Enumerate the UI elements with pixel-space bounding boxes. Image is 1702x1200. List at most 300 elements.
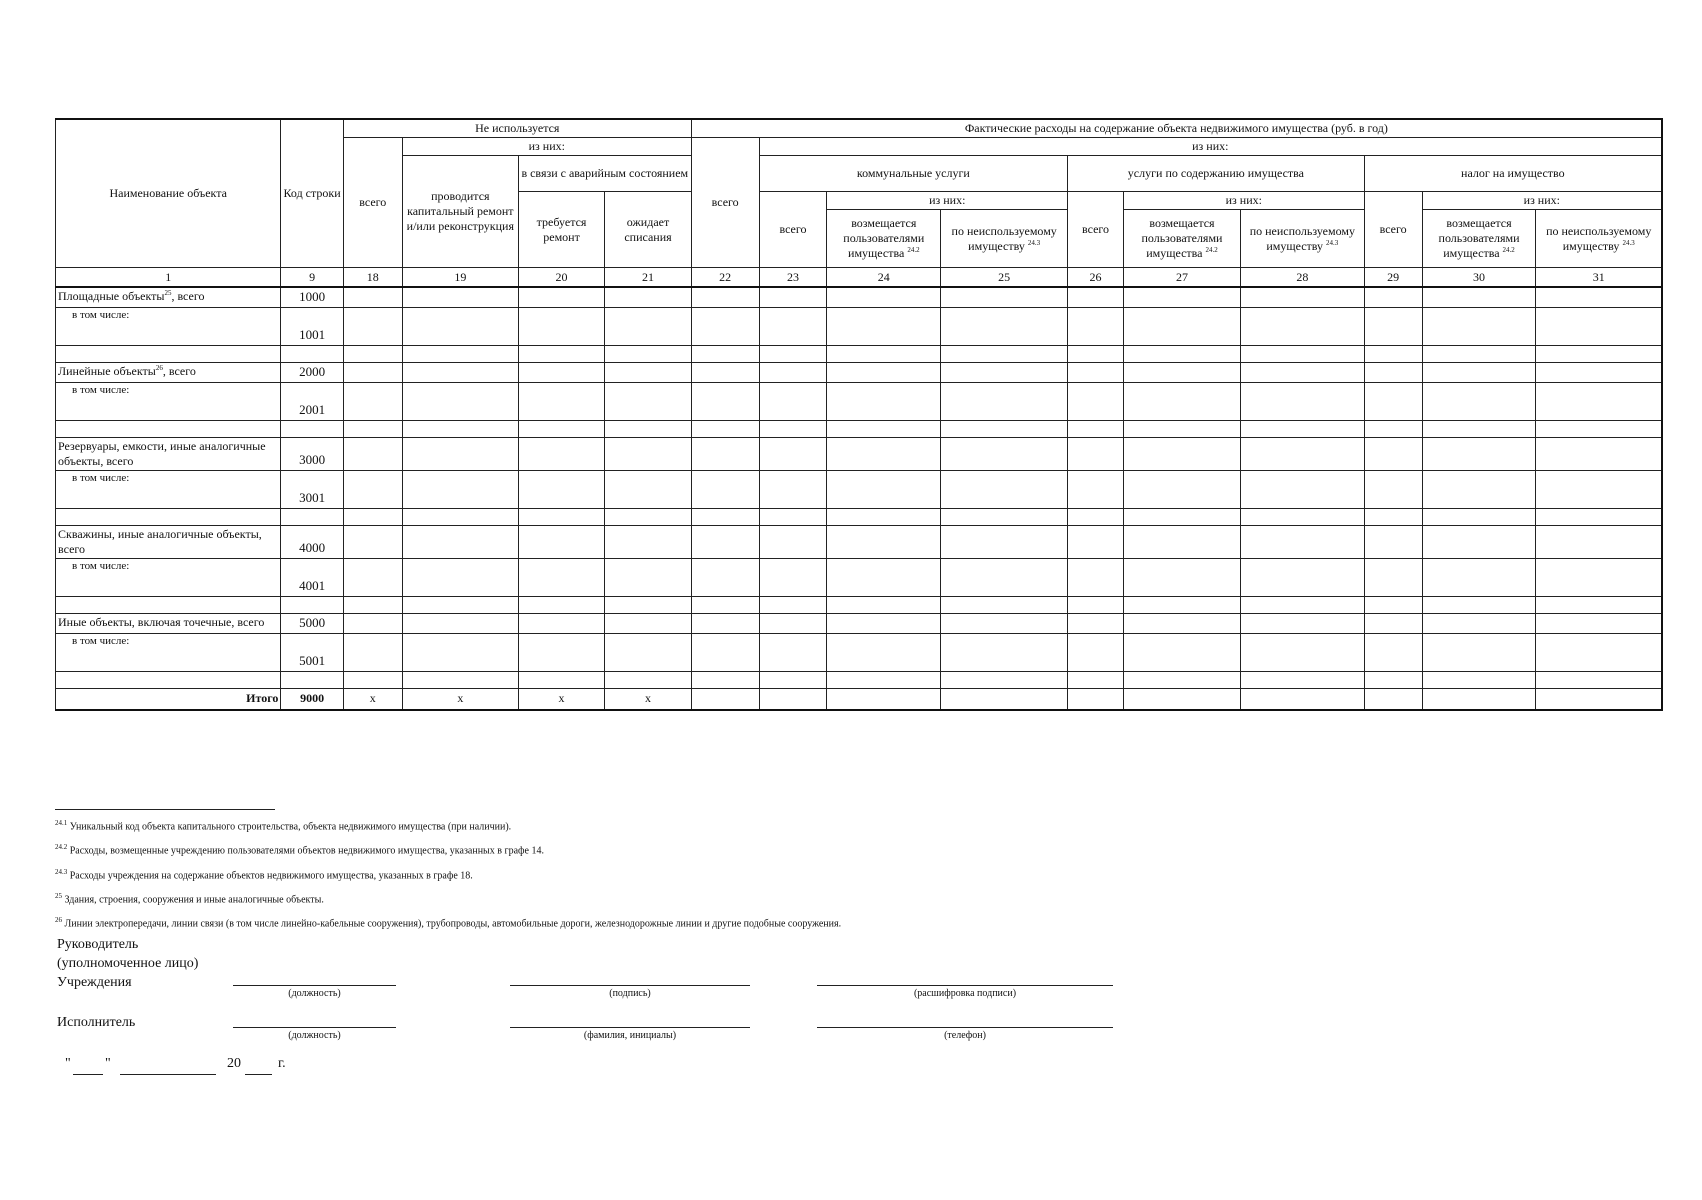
empty-cell[interactable] xyxy=(1068,508,1124,525)
total-cell[interactable] xyxy=(1364,688,1422,710)
data-cell[interactable] xyxy=(1068,613,1124,633)
data-cell[interactable] xyxy=(1536,558,1662,596)
data-cell[interactable] xyxy=(1241,470,1365,508)
data-cell[interactable] xyxy=(941,558,1068,596)
empty-cell[interactable] xyxy=(759,508,827,525)
data-cell[interactable] xyxy=(518,470,604,508)
header-maintenance-unused: по неиспользуемому имуществу $^{24.3}$ xyxy=(1241,210,1365,268)
empty-cell[interactable] xyxy=(691,596,759,613)
data-cell[interactable] xyxy=(1364,307,1422,345)
data-cell[interactable] xyxy=(1422,437,1536,470)
row-name-suffix: , всего xyxy=(171,289,205,303)
data-cell[interactable] xyxy=(691,525,759,558)
data-cell[interactable] xyxy=(827,362,941,382)
data-cell[interactable] xyxy=(343,437,402,470)
row-subcode: 4001 xyxy=(281,558,343,596)
date-year-suffix: г. xyxy=(278,1056,286,1071)
data-cell[interactable] xyxy=(343,613,402,633)
empty-cell[interactable] xyxy=(827,671,941,688)
empty-cell[interactable] xyxy=(691,508,759,525)
data-cell[interactable] xyxy=(827,470,941,508)
data-cell[interactable] xyxy=(343,633,402,671)
data-cell[interactable] xyxy=(402,287,518,307)
data-cell[interactable] xyxy=(1123,633,1240,671)
data-cell[interactable] xyxy=(518,362,604,382)
data-cell[interactable] xyxy=(691,382,759,420)
column-number: 28 xyxy=(1241,268,1365,288)
row-sublabel: в том числе: xyxy=(56,470,281,508)
row-code: 1000 xyxy=(281,287,343,307)
data-cell[interactable] xyxy=(1536,362,1662,382)
data-cell[interactable] xyxy=(518,287,604,307)
data-cell[interactable] xyxy=(605,558,691,596)
data-cell[interactable] xyxy=(1536,382,1662,420)
empty-cell[interactable] xyxy=(941,596,1068,613)
data-cell[interactable] xyxy=(518,382,604,420)
table-row xyxy=(56,437,1663,470)
data-cell[interactable] xyxy=(1422,470,1536,508)
data-cell[interactable] xyxy=(1364,613,1422,633)
data-cell[interactable] xyxy=(402,382,518,420)
data-cell[interactable] xyxy=(605,613,691,633)
empty-cell[interactable] xyxy=(1422,671,1536,688)
footnote-number: 24.2 xyxy=(55,843,68,852)
footnote-text: Уникальный код объекта капитального строительства, объекта недвижимого имущества (при наличии). xyxy=(69,821,512,833)
data-cell[interactable] xyxy=(827,437,941,470)
empty-cell xyxy=(281,345,343,362)
data-cell[interactable] xyxy=(1422,525,1536,558)
empty-cell[interactable] xyxy=(1123,596,1240,613)
empty-cell[interactable] xyxy=(402,596,518,613)
data-cell[interactable] xyxy=(605,382,691,420)
empty-cell[interactable] xyxy=(1364,420,1422,437)
total-cell[interactable] xyxy=(1422,688,1536,710)
data-cell[interactable] xyxy=(1123,362,1240,382)
data-cell[interactable] xyxy=(343,287,402,307)
empty-cell xyxy=(56,508,281,525)
header-tax-of-them: из них: xyxy=(1422,192,1662,210)
date-year-prefix: 20 xyxy=(227,1056,241,1071)
data-cell[interactable] xyxy=(518,558,604,596)
data-cell[interactable] xyxy=(1123,613,1240,633)
data-cell[interactable] xyxy=(1241,558,1365,596)
empty-cell[interactable] xyxy=(1123,420,1240,437)
header-tax-total: всего xyxy=(1364,192,1422,268)
total-cell[interactable] xyxy=(691,688,759,710)
data-cell[interactable] xyxy=(1241,307,1365,345)
data-cell[interactable] xyxy=(1241,362,1365,382)
empty-cell[interactable] xyxy=(402,671,518,688)
total-cell[interactable] xyxy=(827,688,941,710)
date-month-field[interactable] xyxy=(120,1074,216,1075)
footnote-rule xyxy=(55,809,275,810)
data-cell[interactable] xyxy=(1068,362,1124,382)
head-signature-line[interactable] xyxy=(510,985,750,986)
data-cell[interactable] xyxy=(1536,633,1662,671)
empty-cell[interactable] xyxy=(691,420,759,437)
row-sublabel: в том числе: xyxy=(56,633,281,671)
data-cell[interactable] xyxy=(827,525,941,558)
empty-cell[interactable] xyxy=(941,671,1068,688)
data-cell[interactable] xyxy=(691,307,759,345)
empty-cell[interactable] xyxy=(402,508,518,525)
data-cell[interactable] xyxy=(1422,633,1536,671)
data-cell[interactable] xyxy=(1123,525,1240,558)
row-name xyxy=(56,437,281,470)
empty-cell[interactable] xyxy=(1536,420,1662,437)
data-cell[interactable] xyxy=(605,362,691,382)
column-number: 9 xyxy=(281,268,343,288)
empty-cell[interactable] xyxy=(605,420,691,437)
data-cell[interactable] xyxy=(1068,470,1124,508)
empty-cell[interactable] xyxy=(827,508,941,525)
data-cell[interactable] xyxy=(759,470,827,508)
data-cell[interactable] xyxy=(691,470,759,508)
data-cell[interactable] xyxy=(402,470,518,508)
empty-cell[interactable] xyxy=(1123,671,1240,688)
data-cell[interactable] xyxy=(759,437,827,470)
executor-name-line[interactable] xyxy=(510,1027,750,1028)
data-cell[interactable] xyxy=(518,613,604,633)
header-needs-repair: требуется ремонт xyxy=(518,192,604,268)
head-signature-label xyxy=(57,935,198,992)
empty-cell[interactable] xyxy=(1068,345,1124,362)
data-cell[interactable] xyxy=(759,362,827,382)
row-sublabel: в том числе: xyxy=(56,382,281,420)
data-cell[interactable] xyxy=(941,470,1068,508)
data-cell[interactable] xyxy=(759,633,827,671)
data-cell[interactable] xyxy=(1241,525,1365,558)
data-cell[interactable] xyxy=(759,287,827,307)
empty-cell[interactable] xyxy=(1241,671,1365,688)
report-table xyxy=(55,118,1663,711)
data-cell[interactable] xyxy=(402,362,518,382)
data-cell[interactable] xyxy=(691,633,759,671)
data-cell[interactable] xyxy=(402,307,518,345)
empty-cell[interactable] xyxy=(941,508,1068,525)
row-subcode: 3001 xyxy=(281,470,343,508)
data-cell[interactable] xyxy=(1364,558,1422,596)
data-cell[interactable] xyxy=(1536,613,1662,633)
footnote xyxy=(55,910,1455,934)
data-cell[interactable] xyxy=(1364,633,1422,671)
header-unused-group: Не используется xyxy=(343,119,691,138)
data-cell[interactable] xyxy=(1123,437,1240,470)
data-cell[interactable] xyxy=(941,437,1068,470)
empty-cell[interactable] xyxy=(827,420,941,437)
empty-cell[interactable] xyxy=(1422,596,1536,613)
header-tax-reimbursed: возмещается пользователями имущества $^{24.2}$ xyxy=(1422,210,1536,268)
data-cell[interactable] xyxy=(1422,362,1536,382)
data-cell[interactable] xyxy=(691,362,759,382)
empty-cell[interactable] xyxy=(343,671,402,688)
table-empty-row xyxy=(56,596,1663,613)
footnote-number: 25 xyxy=(55,891,62,900)
data-cell[interactable] xyxy=(1123,558,1240,596)
header-code: Код строки xyxy=(281,119,343,268)
column-number: 22 xyxy=(691,268,759,288)
header-awaiting-writeoff: ожидает списания xyxy=(605,192,691,268)
data-cell[interactable] xyxy=(1123,382,1240,420)
data-cell[interactable] xyxy=(1422,558,1536,596)
empty-cell[interactable] xyxy=(605,345,691,362)
data-cell[interactable] xyxy=(691,287,759,307)
data-cell[interactable] xyxy=(1241,633,1365,671)
row-name-footnote-ref: 26 xyxy=(155,363,163,372)
data-cell[interactable] xyxy=(1068,287,1124,307)
empty-cell[interactable] xyxy=(343,596,402,613)
data-cell[interactable] xyxy=(1422,613,1536,633)
column-number: 27 xyxy=(1123,268,1240,288)
header-utilities-total: всего xyxy=(759,192,827,268)
data-cell[interactable] xyxy=(1241,437,1365,470)
table-empty-row xyxy=(56,345,1663,362)
table-subrow xyxy=(56,470,1663,508)
data-cell[interactable] xyxy=(1068,307,1124,345)
data-cell[interactable] xyxy=(605,307,691,345)
empty-cell[interactable] xyxy=(518,345,604,362)
empty-cell[interactable] xyxy=(827,345,941,362)
data-cell[interactable] xyxy=(605,287,691,307)
footnote-text: Расходы, возмещенные учреждению пользователями объектов недвижимого имущества, указанных в графе 14. xyxy=(69,845,544,857)
header-name: Наименование объекта xyxy=(56,119,281,268)
data-cell[interactable] xyxy=(1364,382,1422,420)
executor-label: Исполнитель xyxy=(57,1015,136,1030)
data-cell[interactable] xyxy=(1068,525,1124,558)
data-cell[interactable] xyxy=(1422,382,1536,420)
data-cell[interactable] xyxy=(1364,470,1422,508)
data-cell[interactable] xyxy=(1123,287,1240,307)
data-cell[interactable] xyxy=(1068,558,1124,596)
data-cell[interactable] xyxy=(941,307,1068,345)
data-cell[interactable] xyxy=(1364,437,1422,470)
data-cell[interactable] xyxy=(1536,287,1662,307)
empty-cell[interactable] xyxy=(759,671,827,688)
empty-cell[interactable] xyxy=(518,508,604,525)
column-number: 21 xyxy=(605,268,691,288)
row-subcode: 2001 xyxy=(281,382,343,420)
data-cell[interactable] xyxy=(343,525,402,558)
data-cell[interactable] xyxy=(343,362,402,382)
empty-cell[interactable] xyxy=(1422,508,1536,525)
table-row xyxy=(56,362,1663,382)
empty-cell[interactable] xyxy=(518,420,604,437)
data-cell[interactable] xyxy=(402,558,518,596)
data-cell[interactable] xyxy=(343,382,402,420)
data-cell[interactable] xyxy=(1536,525,1662,558)
data-cell[interactable] xyxy=(343,307,402,345)
data-cell[interactable] xyxy=(691,613,759,633)
empty-cell[interactable] xyxy=(1422,420,1536,437)
data-cell[interactable] xyxy=(759,307,827,345)
data-cell[interactable] xyxy=(1068,633,1124,671)
data-cell[interactable] xyxy=(1241,287,1365,307)
footnote xyxy=(55,813,1455,837)
empty-cell[interactable] xyxy=(759,596,827,613)
empty-cell[interactable] xyxy=(1123,508,1240,525)
data-cell[interactable] xyxy=(605,470,691,508)
data-cell[interactable] xyxy=(605,525,691,558)
data-cell[interactable] xyxy=(941,525,1068,558)
header-unused-of-them: из них: xyxy=(402,138,691,156)
data-cell[interactable] xyxy=(827,558,941,596)
executor-phone-caption: (телефон) xyxy=(944,1030,986,1041)
empty-cell[interactable] xyxy=(343,508,402,525)
empty-cell[interactable] xyxy=(1241,420,1365,437)
empty-cell[interactable] xyxy=(1068,420,1124,437)
empty-cell[interactable] xyxy=(691,671,759,688)
data-cell[interactable] xyxy=(343,470,402,508)
empty-cell[interactable] xyxy=(518,596,604,613)
row-code: 3000 xyxy=(281,437,343,470)
head-title: Руководитель xyxy=(57,937,139,952)
data-cell[interactable] xyxy=(518,307,604,345)
data-cell[interactable] xyxy=(759,558,827,596)
total-cell[interactable] xyxy=(1536,688,1662,710)
data-cell[interactable] xyxy=(1068,437,1124,470)
empty-cell[interactable] xyxy=(518,671,604,688)
table-row xyxy=(56,525,1663,558)
data-cell[interactable] xyxy=(1123,307,1240,345)
table-row xyxy=(56,613,1663,633)
data-cell[interactable] xyxy=(1364,362,1422,382)
data-cell[interactable] xyxy=(759,613,827,633)
data-cell[interactable] xyxy=(827,287,941,307)
data-cell[interactable] xyxy=(1422,287,1536,307)
header-maintenance-total: всего xyxy=(1068,192,1124,268)
data-cell[interactable] xyxy=(605,633,691,671)
empty-cell[interactable] xyxy=(827,596,941,613)
data-cell[interactable] xyxy=(605,437,691,470)
empty-cell[interactable] xyxy=(1364,345,1422,362)
empty-cell[interactable] xyxy=(759,420,827,437)
empty-cell[interactable] xyxy=(1123,345,1240,362)
total-mark: x xyxy=(605,688,691,710)
data-cell[interactable] xyxy=(691,558,759,596)
row-name xyxy=(56,287,281,307)
data-cell[interactable] xyxy=(1241,613,1365,633)
empty-cell[interactable] xyxy=(1536,671,1662,688)
empty-cell[interactable] xyxy=(1536,596,1662,613)
row-name-text: Иные объекты, включая точечные, всего xyxy=(58,614,265,629)
empty-cell[interactable] xyxy=(1364,596,1422,613)
data-cell[interactable] xyxy=(941,362,1068,382)
date-day-field[interactable] xyxy=(73,1074,103,1075)
executor-position-line[interactable] xyxy=(233,1027,396,1028)
empty-cell[interactable] xyxy=(759,345,827,362)
data-cell[interactable] xyxy=(827,633,941,671)
data-cell[interactable] xyxy=(941,633,1068,671)
data-cell[interactable] xyxy=(518,437,604,470)
head-decoding-line[interactable] xyxy=(817,985,1113,986)
total-cell[interactable] xyxy=(1068,688,1124,710)
empty-cell[interactable] xyxy=(941,345,1068,362)
row-name-text: Резервуары, емкости, иные аналогичные объекты, всего xyxy=(58,438,266,468)
data-cell[interactable] xyxy=(759,382,827,420)
empty-cell[interactable] xyxy=(1241,596,1365,613)
empty-cell[interactable] xyxy=(1536,345,1662,362)
head-position-line[interactable] xyxy=(233,985,396,986)
data-cell[interactable] xyxy=(518,633,604,671)
empty-cell[interactable] xyxy=(1068,596,1124,613)
empty-cell[interactable] xyxy=(1422,345,1536,362)
empty-cell[interactable] xyxy=(1068,671,1124,688)
data-cell[interactable] xyxy=(402,437,518,470)
empty-cell[interactable] xyxy=(343,345,402,362)
row-code: 2000 xyxy=(281,362,343,382)
empty-cell[interactable] xyxy=(1364,508,1422,525)
empty-cell[interactable] xyxy=(1241,345,1365,362)
date-year-field[interactable] xyxy=(245,1074,272,1075)
empty-cell[interactable] xyxy=(691,345,759,362)
data-cell[interactable] xyxy=(518,525,604,558)
empty-cell[interactable] xyxy=(1364,671,1422,688)
row-code: 5000 xyxy=(281,613,343,633)
row-name-suffix: , всего xyxy=(162,363,196,378)
data-cell[interactable] xyxy=(1364,287,1422,307)
data-cell[interactable] xyxy=(827,382,941,420)
executor-phone-line[interactable] xyxy=(817,1027,1113,1028)
data-cell[interactable] xyxy=(941,613,1068,633)
data-cell[interactable] xyxy=(1241,382,1365,420)
footnote-text: Расходы учреждения на содержание объектов недвижимого имущества, указанных в графе 18. xyxy=(69,869,473,881)
header-property-tax: налог на имущество xyxy=(1364,156,1662,192)
data-cell[interactable] xyxy=(1422,307,1536,345)
header-expenses-of-them: из них: xyxy=(759,138,1662,156)
data-cell[interactable] xyxy=(1123,470,1240,508)
empty-cell[interactable] xyxy=(1241,508,1365,525)
empty-cell[interactable] xyxy=(605,671,691,688)
empty-cell[interactable] xyxy=(402,345,518,362)
total-cell[interactable] xyxy=(941,688,1068,710)
data-cell[interactable] xyxy=(1536,437,1662,470)
data-cell[interactable] xyxy=(402,613,518,633)
total-cell[interactable] xyxy=(1241,688,1365,710)
empty-cell[interactable] xyxy=(343,420,402,437)
row-sublabel: в том числе: xyxy=(56,558,281,596)
table-empty-row xyxy=(56,671,1663,688)
empty-cell[interactable] xyxy=(605,508,691,525)
head-signature-caption: (подпись) xyxy=(609,988,651,999)
data-cell[interactable] xyxy=(1536,307,1662,345)
data-cell[interactable] xyxy=(1536,470,1662,508)
empty-cell[interactable] xyxy=(941,420,1068,437)
table-empty-row xyxy=(56,508,1663,525)
data-cell[interactable] xyxy=(827,307,941,345)
empty-cell xyxy=(281,671,343,688)
header-expenses-group: Фактические расходы на содержание объекта недвижимого имущества (руб. в год) xyxy=(691,119,1662,138)
total-cell[interactable] xyxy=(1123,688,1240,710)
empty-cell xyxy=(281,508,343,525)
row-subcode: 5001 xyxy=(281,633,343,671)
data-cell[interactable] xyxy=(827,613,941,633)
data-cell[interactable] xyxy=(941,287,1068,307)
column-number: 24 xyxy=(827,268,941,288)
data-cell[interactable] xyxy=(691,437,759,470)
data-cell[interactable] xyxy=(759,525,827,558)
data-cell[interactable] xyxy=(343,558,402,596)
data-cell[interactable] xyxy=(1364,525,1422,558)
data-cell[interactable] xyxy=(402,633,518,671)
empty-cell[interactable] xyxy=(605,596,691,613)
data-cell[interactable] xyxy=(941,382,1068,420)
data-cell[interactable] xyxy=(1068,382,1124,420)
empty-cell[interactable] xyxy=(402,420,518,437)
empty-cell xyxy=(56,420,281,437)
empty-cell[interactable] xyxy=(1536,508,1662,525)
total-cell[interactable] xyxy=(759,688,827,710)
data-cell[interactable] xyxy=(402,525,518,558)
